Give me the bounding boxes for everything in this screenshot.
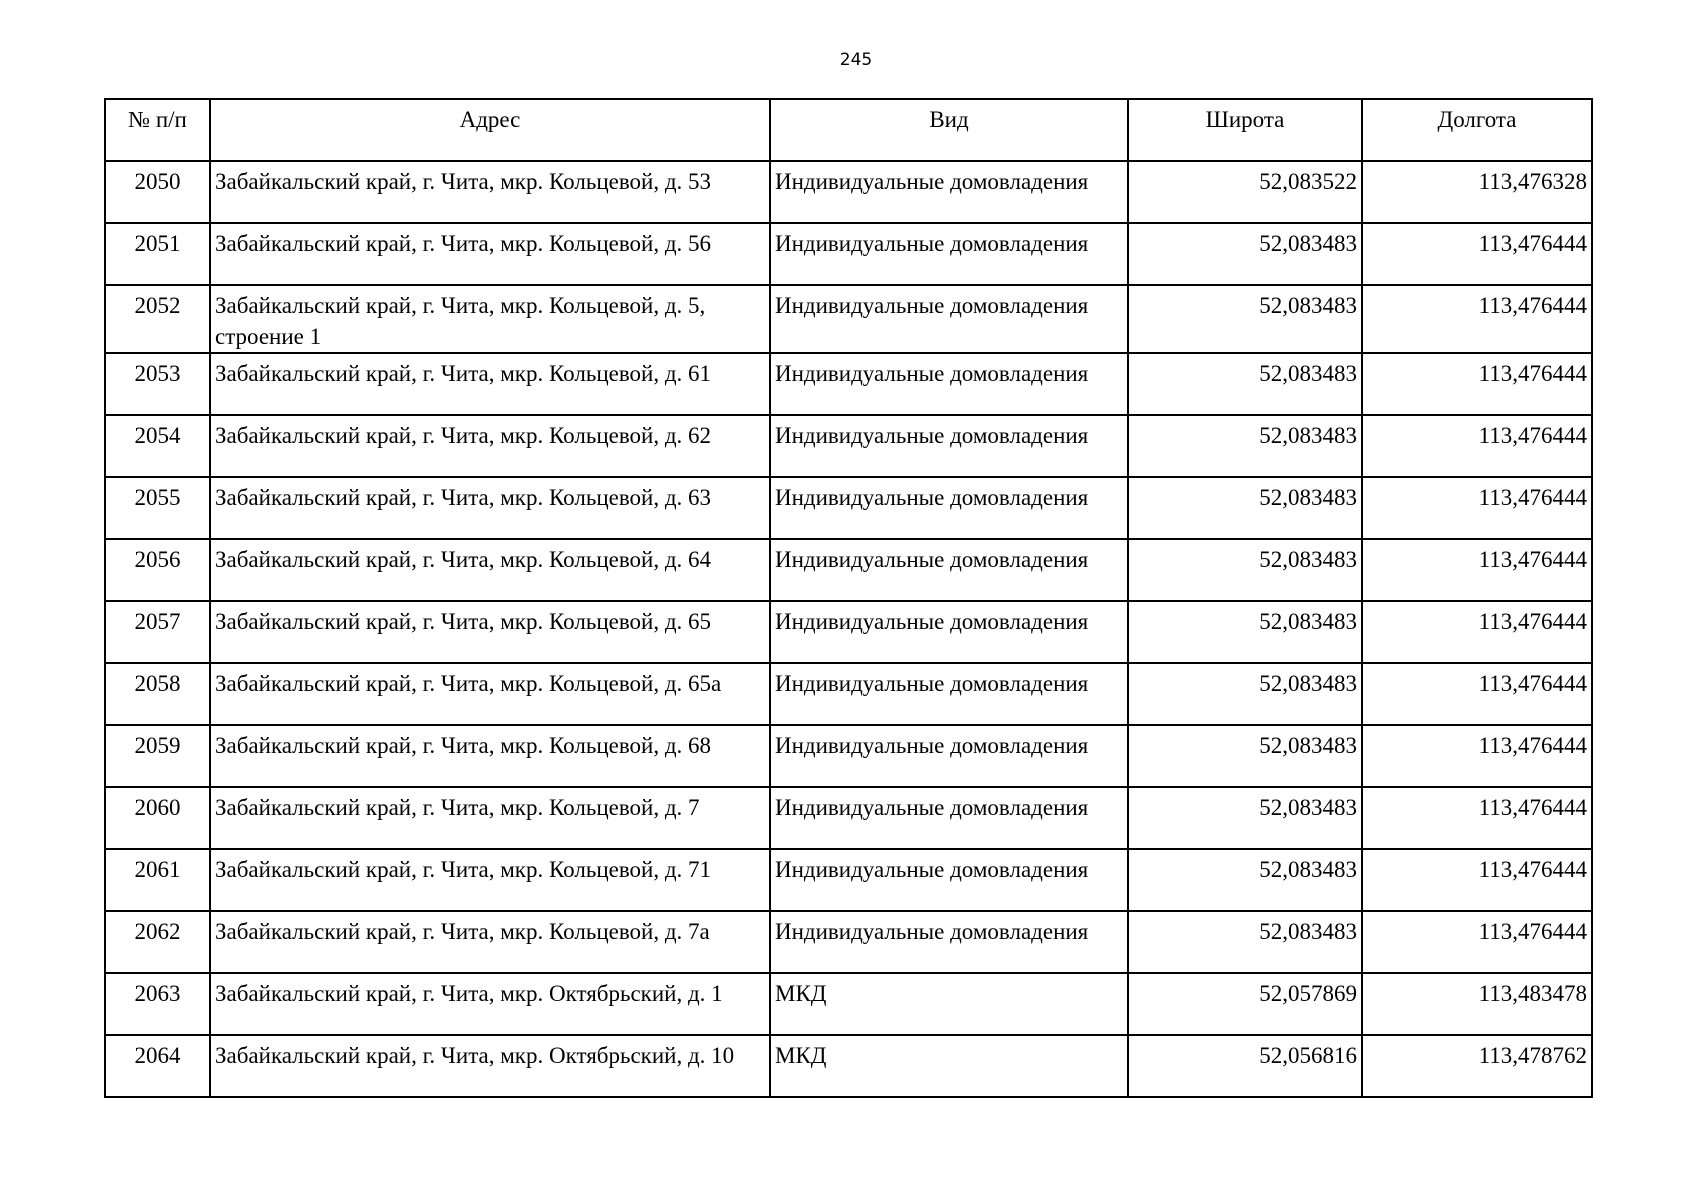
row-kind: МКД [770,973,1128,1035]
row-longitude: 113,476444 [1362,601,1592,663]
table-row [105,973,1592,1035]
table-row [105,285,1592,353]
row-latitude: 52,083483 [1128,911,1362,973]
page-number: 245 [839,50,873,70]
row-address: Забайкальский край, г. Чита, мкр. Кольцевой, д. 65 [210,601,770,663]
row-longitude: 113,476444 [1362,849,1592,911]
row-address: Забайкальский край, г. Чита, мкр. Кольцевой, д. 5, строение 1 [210,285,770,353]
header-latitude: Широта [1128,99,1362,161]
row-latitude: 52,083483 [1128,353,1362,415]
row-longitude: 113,476444 [1362,663,1592,725]
row-number: 2055 [105,477,210,539]
header-row [105,99,1592,161]
row-kind: Индивидуальные домовладения [770,223,1128,285]
row-number: 2063 [105,973,210,1035]
row-latitude: 52,083483 [1128,223,1362,285]
row-kind: Индивидуальные домовладения [770,161,1128,223]
row-latitude: 52,083483 [1128,477,1362,539]
table-row [105,223,1592,285]
row-latitude: 52,083483 [1128,725,1362,787]
table-row [105,1035,1592,1097]
row-address: Забайкальский край, г. Чита, мкр. Октябрьский, д. 10 [210,1035,770,1097]
row-address: Забайкальский край, г. Чита, мкр. Кольцевой, д. 64 [210,539,770,601]
row-longitude: 113,476444 [1362,477,1592,539]
row-latitude: 52,057869 [1128,973,1362,1035]
row-address: Забайкальский край, г. Чита, мкр. Кольцевой, д. 62 [210,415,770,477]
row-kind: Индивидуальные домовладения [770,601,1128,663]
row-kind: Индивидуальные домовладения [770,415,1128,477]
table-row [105,787,1592,849]
address-table [104,98,1593,1098]
row-kind: МКД [770,1035,1128,1097]
table-row [105,539,1592,601]
row-number: 2061 [105,849,210,911]
table-row [105,477,1592,539]
row-latitude: 52,083483 [1128,787,1362,849]
row-longitude: 113,483478 [1362,973,1592,1035]
row-kind: Индивидуальные домовладения [770,285,1128,353]
table-row [105,849,1592,911]
row-longitude: 113,476444 [1362,725,1592,787]
row-number: 2053 [105,353,210,415]
row-number: 2050 [105,161,210,223]
table-row [105,911,1592,973]
row-latitude: 52,083483 [1128,601,1362,663]
row-kind: Индивидуальные домовладения [770,539,1128,601]
row-address: Забайкальский край, г. Чита, мкр. Кольцевой, д. 71 [210,849,770,911]
row-address: Забайкальский край, г. Чита, мкр. Кольцевой, д. 61 [210,353,770,415]
row-number: 2052 [105,285,210,353]
table-row [105,601,1592,663]
row-latitude: 52,083522 [1128,161,1362,223]
row-longitude: 113,476444 [1362,787,1592,849]
row-longitude: 113,476444 [1362,911,1592,973]
row-number: 2054 [105,415,210,477]
row-longitude: 113,476444 [1362,223,1592,285]
row-kind: Индивидуальные домовладения [770,911,1128,973]
row-kind: Индивидуальные домовладения [770,477,1128,539]
row-latitude: 52,083483 [1128,285,1362,353]
row-latitude: 52,083483 [1128,415,1362,477]
row-address: Забайкальский край, г. Чита, мкр. Кольцевой, д. 68 [210,725,770,787]
row-longitude: 113,476444 [1362,285,1592,353]
row-latitude: 52,083483 [1128,539,1362,601]
row-longitude: 113,476444 [1362,539,1592,601]
row-kind: Индивидуальные домовладения [770,663,1128,725]
row-kind: Индивидуальные домовладения [770,849,1128,911]
table-row [105,353,1592,415]
row-address: Забайкальский край, г. Чита, мкр. Кольцевой, д. 56 [210,223,770,285]
table-row [105,663,1592,725]
row-latitude: 52,056816 [1128,1035,1362,1097]
row-latitude: 52,083483 [1128,849,1362,911]
row-address: Забайкальский край, г. Чита, мкр. Кольцевой, д. 53 [210,161,770,223]
row-longitude: 113,476444 [1362,415,1592,477]
row-number: 2062 [105,911,210,973]
row-number: 2058 [105,663,210,725]
table-row [105,725,1592,787]
row-number: 2056 [105,539,210,601]
row-address: Забайкальский край, г. Чита, мкр. Кольцевой, д. 7 [210,787,770,849]
row-kind: Индивидуальные домовладения [770,353,1128,415]
row-kind: Индивидуальные домовладения [770,725,1128,787]
header-address: Адрес [210,99,770,161]
row-address: Забайкальский край, г. Чита, мкр. Кольцевой, д. 65а [210,663,770,725]
row-number: 2064 [105,1035,210,1097]
row-address: Забайкальский край, г. Чита, мкр. Октябрьский, д. 1 [210,973,770,1035]
row-address: Забайкальский край, г. Чита, мкр. Кольцевой, д. 63 [210,477,770,539]
table-row [105,415,1592,477]
row-latitude: 52,083483 [1128,663,1362,725]
table-row [105,161,1592,223]
row-number: 2057 [105,601,210,663]
header-kind: Вид [770,99,1128,161]
row-number: 2059 [105,725,210,787]
row-number: 2060 [105,787,210,849]
header-num: № п/п [105,99,210,161]
row-kind: Индивидуальные домовладения [770,787,1128,849]
row-longitude: 113,476444 [1362,353,1592,415]
row-address: Забайкальский край, г. Чита, мкр. Кольцевой, д. 7а [210,911,770,973]
row-longitude: 113,478762 [1362,1035,1592,1097]
row-longitude: 113,476328 [1362,161,1592,223]
header-longitude: Долгота [1362,99,1592,161]
row-number: 2051 [105,223,210,285]
